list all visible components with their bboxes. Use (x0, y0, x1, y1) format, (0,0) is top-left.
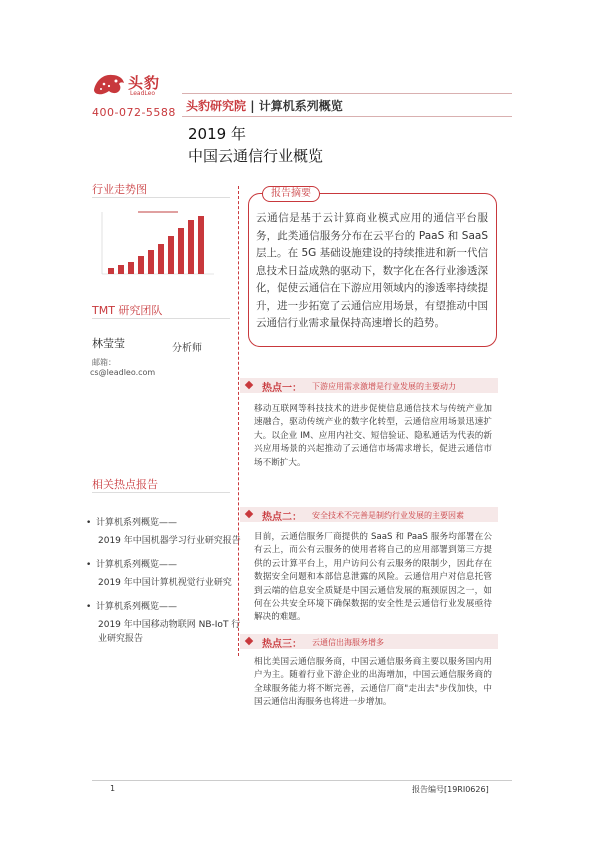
team-heading: TMT 研究团队 (92, 304, 163, 317)
trend-heading: 行业走势图 (92, 183, 147, 196)
header-line (186, 97, 343, 114)
summary-text: 云通信是基于云计算商业模式应用的通信平台服务，此类通信服务分布在云平台的 PaaS 和 SaaS 层上。在 5G 基础设施建设的持续推进和新一代信息技术日益成熟的驱动下，数字化在各行业渗透深化，促使云通信在下游应用领域内的渗透率持续提升，进一步拓宽了云通信应用场景，有望推动中国云通信行业需求量保持高速增长的趋势。 (256, 212, 488, 329)
hotspot-text: 目前，云通信服务厂商提供的 SaaS 和 PaaS 服务均部署在公有云上，而公有云服务的使用者将自己的应用部署到第三方提供的云计算平台上，用户访问公有云服务的限制少，因此存在数据安全问题和本部信息泄露的风险。云通信用户对信息托管到云端的信息安全质疑是中国云通信发展的瓶颈原因之一，如何在公共安全环境下确保数据的安全性是云通信行业发展亟待解决的难题。 (254, 532, 492, 623)
related-series: 计算机系列概览—— (96, 518, 178, 528)
analyst-name: 林莹莹 (92, 337, 125, 350)
trend-divider (92, 197, 230, 198)
bullet-icon: • (86, 560, 92, 570)
column-divider (238, 186, 239, 656)
hotspot-label: 热点二： (262, 512, 302, 523)
phone-number: 400-072-5588 (92, 106, 176, 119)
series-name: 计算机系列概览 (258, 99, 343, 113)
hotspot-subtitle: 下游应用需求激增是行业发展的主要动力 (312, 382, 456, 391)
related-title: 2019 年中国移动物联网 NB-IoT 行业研究报告 (98, 620, 241, 644)
institute-name: 头豹研究院 (186, 99, 247, 113)
related-reports-list (86, 516, 246, 656)
related-series: 计算机系列概览—— (96, 560, 178, 570)
report-number: 报告编号[19RI0626] (412, 785, 489, 794)
team-divider (92, 318, 230, 319)
hotspot-text: 相比美国云通信服务商，中国云通信服务商主要以服务国内用户为主。随着行业下游企业的出海增加，中国云通信服务商的全球服务能力将不断完善，云通信厂商"走出去"步伐加快，中国云通信出海服务也将进一步增加。 (254, 657, 492, 708)
bullet-icon: • (86, 602, 92, 612)
leopard-logo-icon (92, 68, 126, 98)
report-year: 2019 年 (188, 125, 246, 143)
hotspot-text: 移动互联网等科技技术的进步促使信息通信技术与传统产业加速融合，驱动传统产业的数字化转型，云通信应用场景迅速扩大。以企业 IM、应用内社交、短信验证、隐私通话为代表的新兴应用场景的兴起推动了云通信市场需求增长，促进云通信市场不断扩大。 (254, 404, 492, 468)
analyst-role: 分析师 (172, 343, 202, 354)
email-address[interactable]: cs@leadleo.com (90, 368, 156, 377)
related-title: 2019 年中国计算机视觉行业研究 (98, 578, 232, 588)
related-title: 2019 年中国机器学习行业研究报告 (98, 536, 241, 546)
related-heading: 相关热点报告 (92, 478, 158, 491)
hotspot-subtitle: 云通信出海服务增多 (312, 638, 384, 647)
brand-name: 头豹 (128, 74, 161, 92)
summary-tag: 报告摘要 (262, 186, 320, 202)
related-report-item[interactable] (86, 516, 246, 548)
header-top-rule (182, 93, 512, 94)
email-label: 邮箱： (92, 358, 116, 367)
bullet-icon: • (86, 518, 92, 528)
related-report-item[interactable] (86, 558, 246, 590)
page-number: 1 (110, 784, 116, 793)
footer-rule (92, 780, 512, 781)
hotspot-label: 热点一： (262, 383, 302, 394)
hotspot-subtitle: 安全技术不完善是制约行业发展的主要因素 (312, 511, 464, 520)
related-divider (92, 492, 230, 493)
header-bottom-rule (182, 116, 512, 117)
trend-chart-thumbnail (98, 208, 218, 280)
related-series: 计算机系列概览—— (96, 602, 178, 612)
header-separator: | (250, 99, 255, 113)
report-title: 中国云通信行业概览 (188, 147, 324, 165)
related-report-item[interactable] (86, 600, 246, 646)
hotspot-label: 热点三： (262, 639, 302, 650)
brand-name-en: LeadLeo (130, 90, 156, 97)
